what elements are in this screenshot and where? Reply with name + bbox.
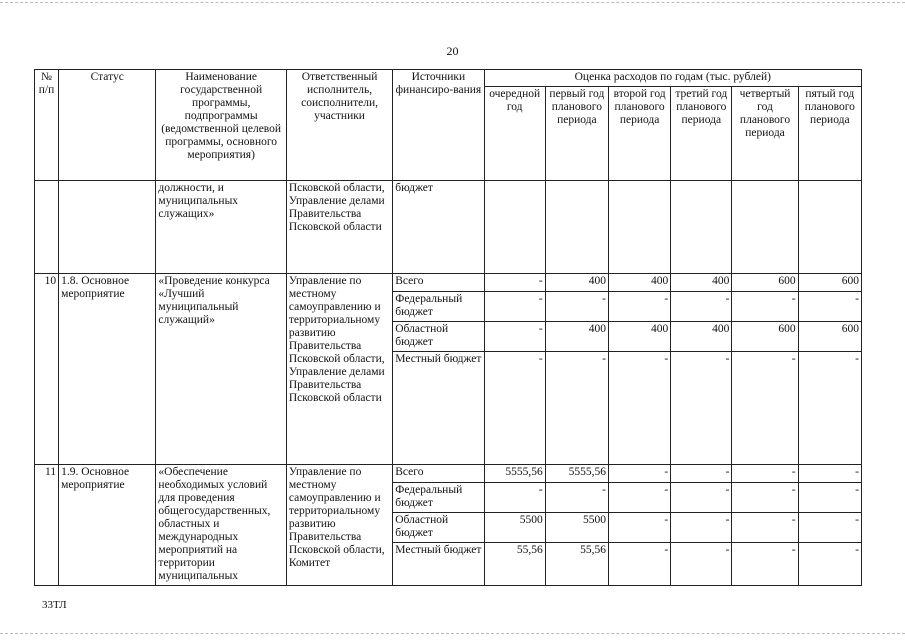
value-cell: - bbox=[798, 352, 861, 465]
cont-source: бюджет bbox=[393, 181, 484, 274]
header-executor: Ответственный исполнитель, соисполнители, участники bbox=[286, 70, 392, 181]
row-num: 11 bbox=[35, 465, 59, 586]
row-executor: Управление по местному самоуправлению и территориальному развитию Правительства Псковской области, Комитет bbox=[286, 465, 392, 586]
value-cell: 600 bbox=[798, 274, 861, 292]
source-label: Федеральный бюджет bbox=[393, 292, 484, 322]
value-cell: - bbox=[484, 322, 545, 352]
continuation-row bbox=[35, 181, 862, 274]
value-cell: - bbox=[798, 543, 861, 586]
value-cell: - bbox=[732, 292, 798, 322]
row-executor: Управление по местному самоуправлению и территориальному развитию Правительства Псковской области, Управление делами Правительства Псковской области bbox=[286, 274, 392, 465]
value-cell: 600 bbox=[732, 322, 798, 352]
source-label: Областной бюджет bbox=[393, 322, 484, 352]
source-label: Всего bbox=[393, 274, 484, 292]
header-sources: Источники финансиро-вания bbox=[393, 70, 484, 181]
source-label: Областной бюджет bbox=[393, 513, 484, 543]
row-name: «Обеспечение необходимых условий для проведения общегосударственных, областных и международных мероприятий на территории муниципальных bbox=[156, 465, 286, 586]
value-cell: - bbox=[545, 292, 608, 322]
cont-status bbox=[59, 181, 156, 274]
row-name: «Проведение конкурса «Лучший муниципальный служащий» bbox=[156, 274, 286, 465]
value-cell: - bbox=[545, 352, 608, 465]
table-row bbox=[35, 274, 862, 292]
value-cell: 400 bbox=[545, 322, 608, 352]
value-cell: - bbox=[798, 465, 861, 483]
value-cell: - bbox=[732, 543, 798, 586]
value-cell: - bbox=[484, 274, 545, 292]
value-cell: - bbox=[798, 483, 861, 513]
header-year: пятый год планового периода bbox=[798, 87, 861, 181]
value-cell: - bbox=[484, 483, 545, 513]
header-num: № п/п bbox=[35, 70, 59, 181]
header-name: Наименование государственной программы, подпрограммы (ведомственной целевой программы, основного мероприятия) bbox=[156, 70, 286, 181]
cont-name: должности, и муниципальных служащих» bbox=[156, 181, 286, 274]
header-year: второй год планового периода bbox=[608, 87, 670, 181]
value-cell: - bbox=[484, 292, 545, 322]
value-cell: - bbox=[798, 513, 861, 543]
row-num: 10 bbox=[35, 274, 59, 465]
source-label: Всего bbox=[393, 465, 484, 483]
source-label: Федеральный бюджет bbox=[393, 483, 484, 513]
value-cell: - bbox=[732, 483, 798, 513]
value-cell: - bbox=[608, 352, 670, 465]
value-cell: - bbox=[608, 292, 670, 322]
value-cell: - bbox=[608, 483, 670, 513]
header-year: третий год планового периода bbox=[671, 87, 732, 181]
value-cell: - bbox=[671, 483, 732, 513]
value-cell: 400 bbox=[671, 322, 732, 352]
value-cell: 5500 bbox=[484, 513, 545, 543]
value-cell: - bbox=[732, 465, 798, 483]
value-cell: - bbox=[608, 465, 670, 483]
value-cell: 400 bbox=[608, 274, 670, 292]
value-cell: - bbox=[671, 352, 732, 465]
source-label: Местный бюджет bbox=[393, 352, 484, 465]
row-status: 1.8. Основное мероприятие bbox=[59, 274, 156, 465]
header-year: очередной год bbox=[484, 87, 545, 181]
header-estimate: Оценка расходов по годам (тыс. рублей) bbox=[484, 70, 861, 87]
footer-code: 33ТЛ bbox=[42, 599, 67, 611]
scan-edge-top bbox=[0, 2, 905, 3]
expense-table bbox=[34, 69, 862, 586]
scan-edge-bottom bbox=[0, 633, 905, 634]
value-cell: - bbox=[732, 352, 798, 465]
value-cell: 55,56 bbox=[545, 543, 608, 586]
value-cell: 5555,56 bbox=[545, 465, 608, 483]
value-cell: - bbox=[545, 483, 608, 513]
header-year: четвертый год планового периода bbox=[732, 87, 798, 181]
value-cell: 600 bbox=[732, 274, 798, 292]
source-label: Местный бюджет bbox=[393, 543, 484, 586]
value-cell: - bbox=[671, 465, 732, 483]
header-year: первый год планового периода bbox=[545, 87, 608, 181]
value-cell: - bbox=[671, 292, 732, 322]
value-cell: 400 bbox=[545, 274, 608, 292]
value-cell: - bbox=[484, 352, 545, 465]
value-cell: - bbox=[608, 513, 670, 543]
value-cell: 600 bbox=[798, 322, 861, 352]
value-cell: 400 bbox=[608, 322, 670, 352]
cont-executor: Псковской области, Управление делами Правительства Псковской области bbox=[286, 181, 392, 274]
table-row bbox=[35, 465, 862, 483]
cont-num bbox=[35, 181, 59, 274]
value-cell: - bbox=[798, 292, 861, 322]
value-cell: - bbox=[608, 543, 670, 586]
header-row bbox=[35, 70, 862, 87]
value-cell: - bbox=[671, 543, 732, 586]
value-cell: 5555,56 bbox=[484, 465, 545, 483]
header-status: Статус bbox=[59, 70, 156, 181]
row-status: 1.9. Основное мероприятие bbox=[59, 465, 156, 586]
value-cell: 400 bbox=[671, 274, 732, 292]
page-number: 20 bbox=[446, 44, 459, 58]
value-cell: - bbox=[671, 513, 732, 543]
value-cell: 5500 bbox=[545, 513, 608, 543]
value-cell: 55,56 bbox=[484, 543, 545, 586]
value-cell: - bbox=[732, 513, 798, 543]
